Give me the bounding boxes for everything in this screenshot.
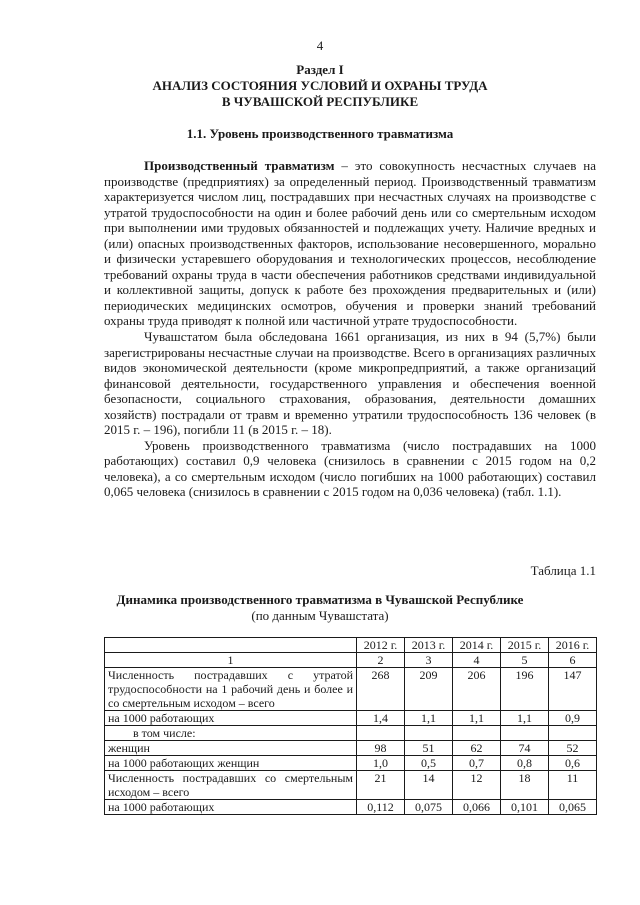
- table-row: [105, 800, 597, 815]
- table-subtitle: (по данным Чувашстата): [251, 608, 389, 623]
- row-value: 21: [357, 771, 405, 800]
- table-header-row: [105, 638, 597, 653]
- header-empty-cell: [105, 638, 357, 653]
- row-value: 206: [453, 668, 501, 711]
- row-value: 209: [405, 668, 453, 711]
- row-label: Численность пострадавших со смертельным исходом – всего: [105, 771, 357, 800]
- paragraph-2: Чувашстатом была обследована 1661 организация, из них в 94 (5,7%) были зарегистрированы несчастные случаи на производстве. Всего в организациях различных видов экономической деятельности (кроме микропредприятий, а также организаций финансовой деятельности, государственного управления и обеспечения военной безопасности, социального страхования, образования, деятельности домашних хозяйств) пострадали от травм и временно утратили трудоспособность 136 человек (в 2015 г. – 196), погибли 11 (в 2015 г. – 18).: [104, 329, 596, 438]
- row-value: 0,065: [549, 800, 597, 815]
- subsection-title: 1.1. Уровень производственного травматизма: [186, 126, 454, 141]
- paragraph-1-term: Производственный травматизм: [144, 158, 335, 173]
- row-value: 1,4: [357, 711, 405, 726]
- row-label: в том числе:: [105, 726, 357, 741]
- row-value: 51: [405, 741, 453, 756]
- row-value: 1,0: [357, 756, 405, 771]
- row-value: 62: [453, 741, 501, 756]
- table-row: [105, 711, 597, 726]
- row-label: на 1000 работающих: [105, 800, 357, 815]
- row-value: 0,066: [453, 800, 501, 815]
- row-value: 0,5: [405, 756, 453, 771]
- row-value: 196: [501, 668, 549, 711]
- header-year: 2015 г.: [501, 638, 549, 653]
- row-label: Численность пострадавших с утратой трудоспособности на 1 рабочий день и более и со смертельным исходом – всего: [105, 668, 357, 711]
- row-value: 147: [549, 668, 597, 711]
- paragraph-1-text: – это совокупность несчастных случаев на производстве (предприятиях) за определенный период. Производственный травматизм характеризуется числом лиц, пострадавших при несчастных случаях на производстве с утратой трудоспособности на один и более рабочий день или со смертельным исходом при выполнении ими трудовых обязанностей и подлежащих учету. Наличие вредных и (или) опасных производственных факторов, использование несовершенного, морально и физически устаревшего оборудования и технологических процессов, несоблюдение требований охраны труда в части обеспечения работников средствами индивидуальной и коллективной защиты, допуск к работе без прохождения предварительных и (или) периодических медицинских осмотров, обучения и проверки знаний требований охраны труда приводят к полной или частичной утрате трудоспособности.: [104, 158, 597, 329]
- row-label: на 1000 работающих женщин: [105, 756, 357, 771]
- section-heading: [0, 62, 640, 110]
- row-value: 18: [501, 771, 549, 800]
- row-value: [357, 726, 405, 741]
- row-value: 0,112: [357, 800, 405, 815]
- row-value: 268: [357, 668, 405, 711]
- row-value: 11: [549, 771, 597, 800]
- section-label: Раздел I: [296, 62, 344, 77]
- row-value: 52: [549, 741, 597, 756]
- section-title-line-1: АНАЛИЗ СОСТОЯНИЯ УСЛОВИЙ И ОХРАНЫ ТРУДА: [152, 78, 488, 93]
- row-value: 98: [357, 741, 405, 756]
- row-label: женщин: [105, 741, 357, 756]
- paragraph-1: [104, 158, 596, 329]
- row-value: 14: [405, 771, 453, 800]
- body-text: [104, 158, 596, 500]
- row-label: на 1000 работающих: [105, 711, 357, 726]
- row-value: [453, 726, 501, 741]
- table-label: Таблица 1.1: [530, 563, 596, 578]
- table-row: [105, 668, 597, 711]
- row-value: [549, 726, 597, 741]
- injury-dynamics-table: [104, 637, 597, 815]
- row-value: 0,9: [549, 711, 597, 726]
- row-value: 0,8: [501, 756, 549, 771]
- table-row: [105, 771, 597, 800]
- row-value: 12: [453, 771, 501, 800]
- table-column-number-row: [105, 653, 597, 668]
- row-value: 1,1: [501, 711, 549, 726]
- table-row: [105, 741, 597, 756]
- table-title: Динамика производственного травматизма в Чувашской Республике: [116, 592, 524, 607]
- column-number: 5: [501, 653, 549, 668]
- page-number: 4: [316, 38, 324, 53]
- paragraph-3: Уровень производственного травматизма (число пострадавших на 1000 работающих) составил 0,9 человека (снизилось в сравнении с 2015 годом на 0,2 человека), а со смертельным исходом (число погибших на 1000 работающих) составил 0,065 человека (снизилось в сравнении с 2015 годом на 0,036 человека) (табл. 1.1).: [104, 437, 596, 500]
- row-value: 0,075: [405, 800, 453, 815]
- column-number: 3: [405, 653, 453, 668]
- table-caption: [0, 592, 640, 624]
- table-row: [105, 726, 597, 741]
- column-number: 1: [105, 653, 357, 668]
- column-number: 4: [453, 653, 501, 668]
- header-year: 2016 г.: [549, 638, 597, 653]
- row-value: 1,1: [405, 711, 453, 726]
- row-value: 0,6: [549, 756, 597, 771]
- row-value: [405, 726, 453, 741]
- section-title-line-2: В ЧУВАШСКОЙ РЕСПУБЛИКЕ: [221, 94, 419, 109]
- header-year: 2012 г.: [357, 638, 405, 653]
- header-year: 2014 г.: [453, 638, 501, 653]
- column-number: 2: [357, 653, 405, 668]
- row-value: 74: [501, 741, 549, 756]
- header-year: 2013 г.: [405, 638, 453, 653]
- column-number: 6: [549, 653, 597, 668]
- row-value: [501, 726, 549, 741]
- table-row: [105, 756, 597, 771]
- row-value: 0,101: [501, 800, 549, 815]
- row-value: 0,7: [453, 756, 501, 771]
- row-value: 1,1: [453, 711, 501, 726]
